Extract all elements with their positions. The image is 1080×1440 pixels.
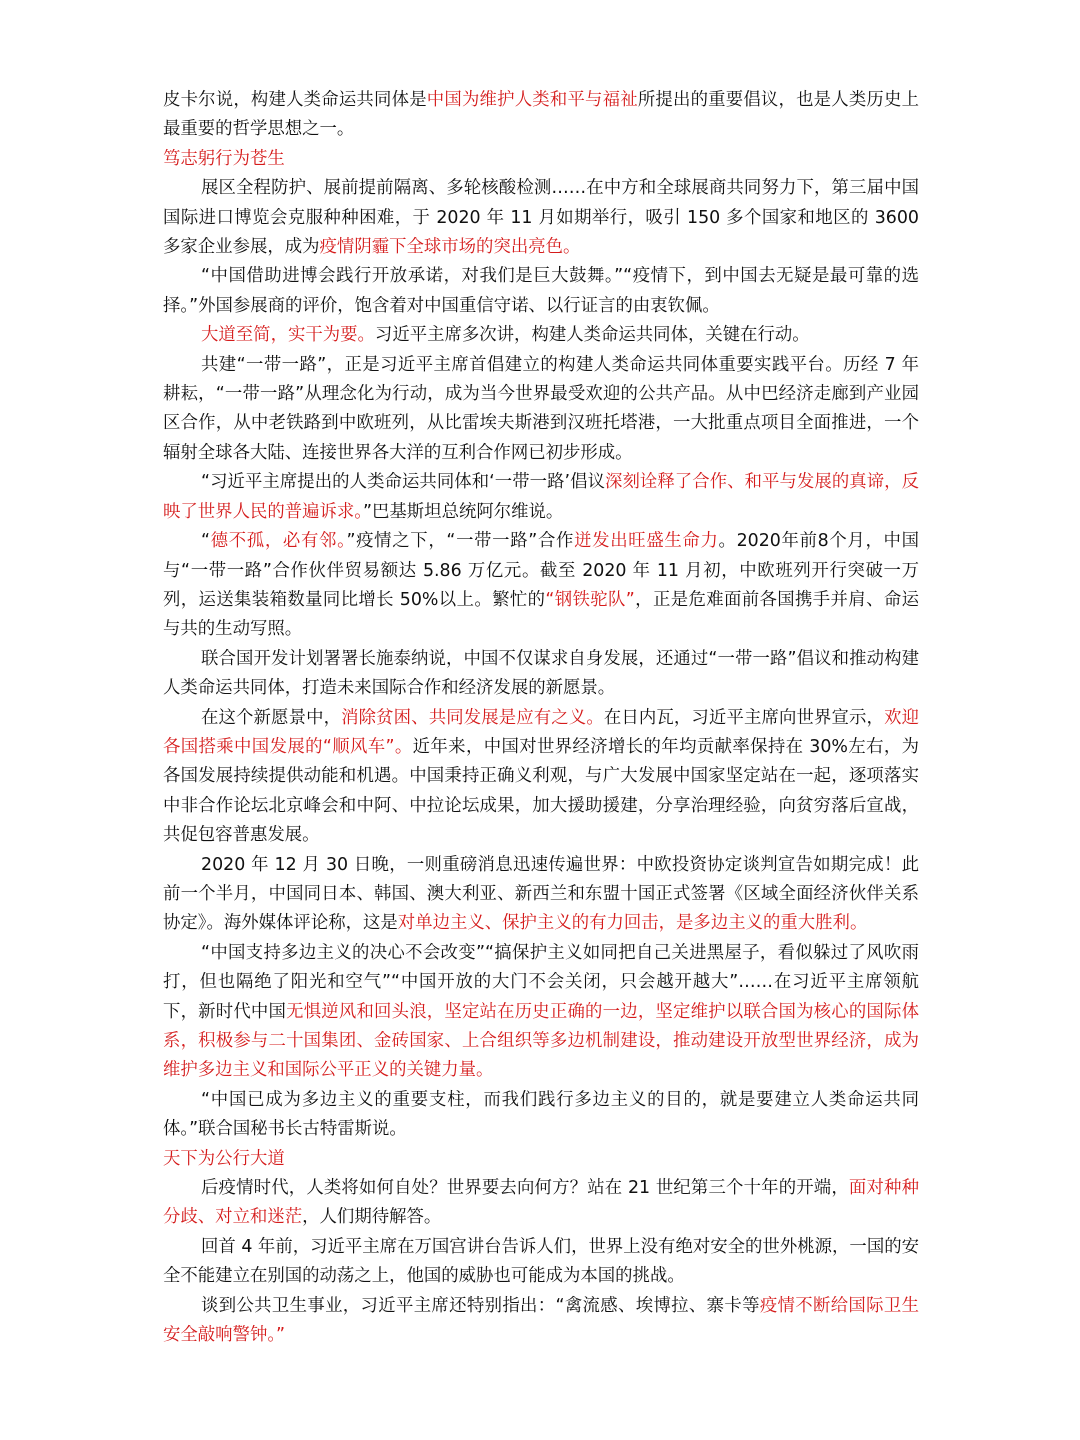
paragraph-7: “德不孤，必有邻。”疫情之下，“一带一路”合作迸发出旺盛生命力。2020年前8个月，中国与“一带一路”合作伙伴贸易额达 5.86 万亿元。截至 2020 年 11 月初，中欧班列开行突破一万列，运送集装箱数量同比增长 50%以上。繁忙的“钢铁驼队”，正是危难面前各国携手并肩、命运与共的生动写照。 (163, 531, 919, 640)
paragraph-6: “习近平主席提出的人类命运共同体和‘一带一路’倡议深刻诠释了合作、和平与发展的真谛，反映了世界人民的普遍诉求。”巴基斯坦总统阿尔维说。 (163, 472, 919, 522)
paragraph-13: 后疫情时代，人类将如何自处？世界要去向何方？站在 21 世纪第三个十年的开端，面对种种分歧、对立和迷茫，人们期待解答。 (163, 1178, 919, 1228)
paragraph-10: 2020 年 12 月 30 日晚，一则重磅消息迅速传遍世界：中欧投资协定谈判宣告如期完成！此前一个半月，中国同日本、韩国、澳大利亚、新西兰和东盟十国正式签署《区域全面经济伙伴关系协定》。海外媒体评论称，这是对单边主义、保护主义的有力回击，是多边主义的重大胜利。 (163, 854, 919, 934)
paragraph-2: 展区全程防护、展前提前隔离、多轮核酸检测……在中方和全球展商共同努力下，第三届中国国际进口博览会克服种种困难，于 2020 年 11 月如期举行，吸引 150 多个国家和地区的 3600 多家企业参展，成为疫情阴霾下全球市场的突出亮色。 (163, 178, 919, 258)
paragraph-5: 共建“一带一路”，正是习近平主席首倡建立的构建人类命运共同体重要实践平台。历经 7 年耕耘，“一带一路”从理念化为行动，成为当今世界最受欢迎的公共产品。从中巴经济走廊到产业园区合作，从中老铁路到中欧班列，从比雷埃夫斯港到汉班托塔港，一大批重点项目全面推进，一个辐射全球各大陆、连接世界各大洋的互利合作网已初步形成。 (163, 354, 919, 463)
paragraph-1: 皮卡尔说，构建人类命运共同体是中国为维护人类和平与福祉所提出的重要倡议，也是人类历史上最重要的哲学思想之一。 (163, 90, 919, 140)
paragraph-4: 大道至简，实干为要。习近平主席多次讲，构建人类命运共同体，关键在行动。 (201, 325, 810, 346)
section-heading-1: 笃志躬行为苍生 (163, 148, 285, 169)
article-body (163, 86, 919, 1350)
paragraph-8: 联合国开发计划署署长施泰纳说，中国不仅谋求自身发展，还通过“一带一路”倡议和推动构建人类命运共同体，打造未来国际合作和经济发展的新愿景。 (163, 648, 919, 699)
paragraph-12: “中国已成为多边主义的重要支柱，而我们践行多边主义的目的，就是要建立人类命运共同体。”联合国秘书长古特雷斯说。 (163, 1089, 919, 1140)
section-heading-2: 天下为公行大道 (163, 1148, 285, 1169)
paragraph-3: “中国借助进博会践行开放承诺，对我们是巨大鼓舞。”“疫情下，到中国去无疑是最可靠的选择。”外国参展商的评价，饱含着对中国重信守诺、以行证言的由衷钦佩。 (163, 266, 919, 316)
paragraph-14: 回首 4 年前，习近平主席在万国宫讲台告诉人们，世界上没有绝对安全的世外桃源，一国的安全不能建立在别国的动荡之上，他国的威胁也可能成为本国的挑战。 (163, 1236, 919, 1287)
paragraph-11: “中国支持多边主义的决心不会改变”“搞保护主义如同把自己关进黑屋子，看似躲过了风吹雨打，但也隔绝了阳光和空气”“中国开放的大门不会关闭，只会越开越大”……在习近平主席领航下，新时代中国无惧逆风和回头浪，坚定站在历史正确的一边，坚定维护以联合国为核心的国际体系，积极参与二十国集团、金砖国家、上合组织等多边机制建设，推动建设开放型世界经济，成为维护多边主义和国际公平正义的关键力量。 (163, 942, 919, 1081)
paragraph-15: 谈到公共卫生事业，习近平主席还特别指出：“禽流感、埃博拉、寨卡等疫情不断给国际卫生安全敲响警钟。” (163, 1295, 919, 1346)
paragraph-9: 在这个新愿景中，消除贫困、共同发展是应有之义。在日内瓦，习近平主席向世界宣示，欢迎各国搭乘中国发展的“顺风车”。近年来，中国对世界经济增长的年均贡献率保持在 30%左右，为各国发展持续提供动能和机遇。中国秉持正确义利观，与广大发展中国家坚定站在一起，逐项落实中非合作论坛北京峰会和中阿、中拉论坛成果，加大援助援建，分享治理经验，向贫穷落后宣战，共促包容普惠发展。 (163, 707, 919, 846)
